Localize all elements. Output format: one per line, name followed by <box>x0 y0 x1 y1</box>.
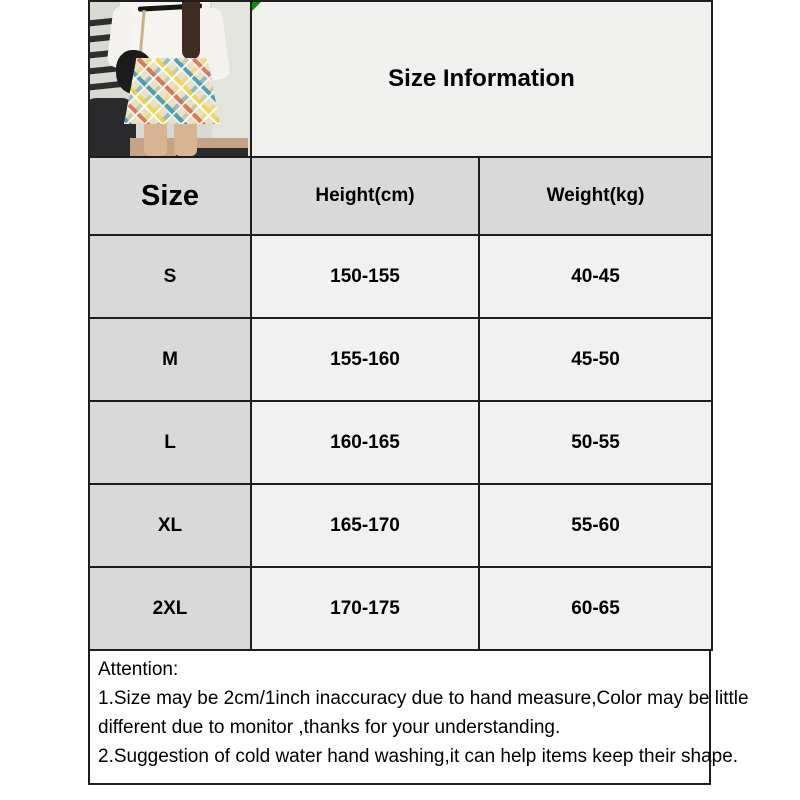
size-chart-sheet <box>88 0 749 785</box>
attention-line: 2.Suggestion of cold water hand washing,it can help items keep their shape. <box>98 746 739 767</box>
table-row <box>89 401 712 484</box>
height-value: 160-165 <box>251 401 479 484</box>
table-row <box>89 235 712 318</box>
height-value: 150-155 <box>251 235 479 318</box>
weight-value: 50-55 <box>479 401 712 484</box>
height-value: 155-160 <box>251 318 479 401</box>
table-row <box>89 318 712 401</box>
weight-value: 40-45 <box>479 235 712 318</box>
weight-value: 60-65 <box>479 567 712 650</box>
photo-plaid-skirt <box>124 58 220 124</box>
attention-line: different due to monitor ,thanks for your understanding. <box>98 717 561 738</box>
top-row <box>89 1 712 157</box>
size-label: XL <box>89 484 251 567</box>
table-header-row <box>89 157 712 235</box>
weight-value: 45-50 <box>479 318 712 401</box>
attention-note <box>88 651 749 785</box>
product-photo <box>89 1 251 157</box>
table-row <box>89 484 712 567</box>
excel-error-corner-icon <box>252 2 261 11</box>
attention-line: 1.Size may be 2cm/1inch inaccuracy due to hand measure,Color may be little <box>98 688 749 709</box>
attention-title: Attention: <box>98 659 179 680</box>
column-header-weight: Weight(kg) <box>479 157 712 235</box>
column-header-size: Size <box>89 157 251 235</box>
height-value: 165-170 <box>251 484 479 567</box>
photo-model-hair <box>182 2 200 60</box>
weight-value: 55-60 <box>479 484 712 567</box>
column-header-height: Height(cm) <box>251 157 479 235</box>
size-table <box>88 0 713 651</box>
title-cell <box>251 1 712 157</box>
page-title: Size Information <box>388 65 575 92</box>
height-value: 170-175 <box>251 567 479 650</box>
size-label: 2XL <box>89 567 251 650</box>
size-label: M <box>89 318 251 401</box>
size-label: S <box>89 235 251 318</box>
table-row <box>89 567 712 650</box>
size-label: L <box>89 401 251 484</box>
